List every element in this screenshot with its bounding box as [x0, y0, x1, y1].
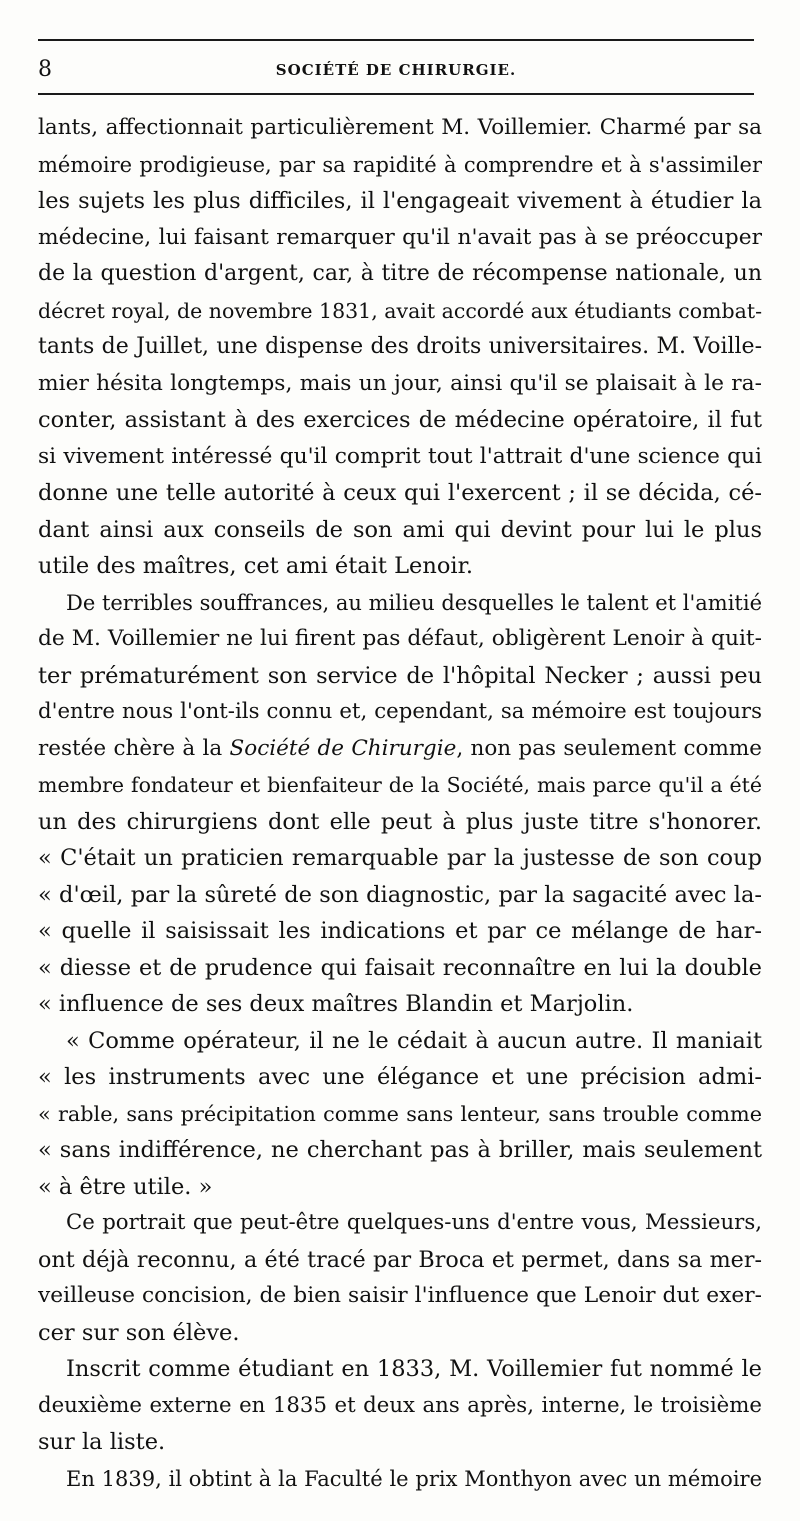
text-line: De terribles souffrances, au milieu desquelles le talent et l'amitié [66, 590, 762, 615]
text-line: cer sur son élève. [38, 1319, 240, 1346]
text-line: En 1839, il obtint à la Faculté le prix Monthyon avec un mémoire [66, 1466, 762, 1491]
text-line: « sans indifférence, ne cherchant pas à briller, mais seulement [38, 1137, 762, 1163]
text-line: « diesse et de prudence qui faisait reconnaître en lui la double [38, 954, 762, 981]
text-line: les sujets les plus difficiles, il l'engageait vivement à étudier la [38, 188, 762, 214]
text-line: d'entre nous l'ont-ils connu et, cependant, sa mémoire est toujours [38, 699, 762, 724]
text-line: Inscrit comme étudiant en 1833, M. Voillemier fut nommé le [66, 1356, 762, 1382]
text-line: membre fondateur et bienfaiteur de la Société, mais parce qu'il a été [38, 773, 762, 797]
text-line: « quelle il saisissait les indications et par ce mélange de har- [38, 918, 762, 944]
text-line: mémoire prodigieuse, par sa rapidité à comprendre et à s'assimiler [38, 152, 762, 177]
running-title: SOCIÉTÉ DE CHIRURGIE. [275, 61, 517, 79]
text-line: « les instruments avec une élégance et une précision admi- [38, 1064, 762, 1090]
text-line-segment: restée chère à la [38, 735, 230, 761]
body-text [38, 110, 762, 1497]
text-line: un des chirurgiens dont elle peut à plus juste titre s'honorer. [38, 808, 762, 835]
header-rule-bottom [38, 93, 754, 95]
text-line: « influence de ses deux maîtres Blandin et Marjolin. [38, 991, 634, 1017]
text-line: deuxième externe en 1835 et deux ans après, interne, le troisième [38, 1392, 762, 1418]
text-line [38, 731, 762, 768]
text-line: veilleuse concision, de bien saisir l'influence que Lenoir dut exer- [38, 1283, 762, 1308]
header-rule-top [38, 39, 754, 41]
text-line: utile des maîtres, cet ami était Lenoir. [38, 553, 474, 579]
text-line: « rable, sans précipitation comme sans lenteur, sans trouble comme [38, 1101, 762, 1126]
text-line: médecine, lui faisant remarquer qu'il n'avait pas à se préoccuper [38, 224, 762, 250]
text-line: « à être utile. » [38, 1173, 213, 1200]
text-line: si vivement intéressé qu'il comprit tout l'attrait d'une science qui [38, 443, 762, 469]
text-line: de la question d'argent, car, à titre de récompense nationale, un [38, 261, 762, 286]
text-line: donne une telle autorité à ceux qui l'exercent ; il se décida, cé- [38, 480, 762, 506]
running-head [38, 55, 754, 85]
text-line: ont déjà reconnu, a été tracé par Broca et permet, dans sa mer- [38, 1246, 762, 1273]
text-line: « Comme opérateur, il ne le cédait à aucun autre. Il maniait [66, 1027, 762, 1054]
text-line: « C'était un praticien remarquable par la justesse de son coup [38, 845, 762, 871]
text-line: mier hésita longtemps, mais un jour, ainsi qu'il se plaisait à le ra- [38, 370, 762, 396]
text-line: conter, assistant à des exercices de médecine opératoire, il fut [38, 407, 762, 433]
text-line: tants de Juillet, une dispense des droits universitaires. M. Voille- [38, 334, 762, 359]
text-line: lants, affectionnait particulièrement M. Voillemier. Charmé par sa [38, 115, 762, 140]
text-line-segment: , non pas seulement comme [456, 735, 762, 761]
text-line: sur la liste. [38, 1429, 166, 1455]
page-number: 8 [38, 57, 52, 82]
text-line: « d'œil, par la sûreté de son diagnostic, par la sagacité avec la- [38, 881, 762, 908]
text-line: Ce portrait que peut-être quelques-uns d'entre vous, Messieurs, [66, 1210, 762, 1235]
text-line: de M. Voillemier ne lui firent pas défaut, obligèrent Lenoir à quit- [38, 626, 762, 651]
text-line: dant ainsi aux conseils de son ami qui devint pour lui le plus [38, 516, 762, 543]
italic-society-name: Société de Chirurgie [229, 735, 457, 761]
text-line: décret royal, de novembre 1831, avait accordé aux étudiants combat- [38, 298, 762, 323]
text-line: ter prématurément son service de l'hôpital Necker ; aussi peu [38, 662, 762, 689]
